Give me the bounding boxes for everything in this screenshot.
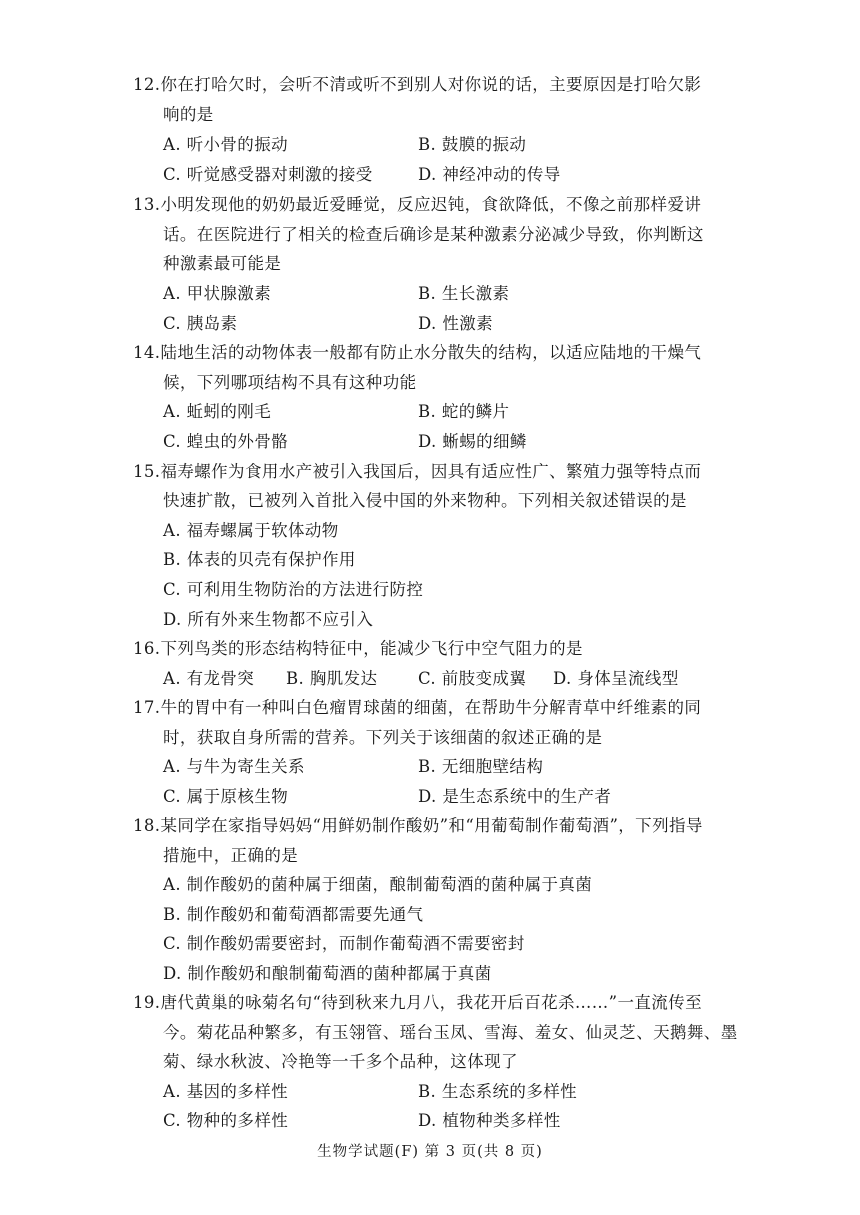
option-a: A. 福寿螺属于软体动物 bbox=[163, 521, 339, 540]
option-d: D. 植物种类多样性 bbox=[418, 1111, 561, 1130]
option-c: C. 物种的多样性 bbox=[163, 1111, 289, 1130]
option-c: C. 可利用生物防治的方法进行防控 bbox=[163, 580, 424, 599]
option-c: C. 前肢变成翼 bbox=[418, 669, 527, 688]
question-stem: 今。菊花品种繁多，有玉翎管、瑶台玉凤、雪海、羞女、仙灵芝、天鹅舞、墨 bbox=[163, 1023, 738, 1042]
option-a: A. 甲状腺激素 bbox=[163, 284, 272, 303]
option-b: B. 制作酸奶和葡萄酒都需要先通气 bbox=[163, 905, 424, 924]
option-d: D. 蜥蜴的细鳞 bbox=[418, 432, 527, 451]
question-stem: 16.下列鸟类的形态结构特征中，能减少飞行中空气阻力的是 bbox=[133, 639, 583, 658]
question-stem: 种激素最可能是 bbox=[163, 254, 282, 273]
option-b: B. 体表的贝壳有保护作用 bbox=[163, 550, 356, 569]
option-d: D. 神经冲动的传导 bbox=[418, 165, 561, 184]
question-stem: 17.牛的胃中有一种叫白色瘤胃球菌的细菌，在帮助牛分解青草中纤维素的同 bbox=[133, 698, 702, 717]
option-a: A. 蚯蚓的刚毛 bbox=[163, 402, 272, 421]
question-stem: 菊、绿水秋波、冷艳等一千多个品种，这体现了 bbox=[163, 1052, 518, 1071]
option-b: B. 蛇的鳞片 bbox=[418, 402, 510, 421]
option-b: B. 生长激素 bbox=[418, 284, 510, 303]
option-c: C. 听觉感受器对刺激的接受 bbox=[163, 165, 373, 184]
option-c: C. 制作酸奶需要密封，而制作葡萄酒不需要密封 bbox=[163, 934, 525, 953]
option-d: D. 身体呈流线型 bbox=[553, 669, 679, 688]
question-stem: 时，获取自身所需的营养。下列关于该细菌的叙述正确的是 bbox=[163, 728, 603, 747]
option-a: A. 制作酸奶的菌种属于细菌，酿制葡萄酒的菌种属于真菌 bbox=[163, 875, 593, 894]
question-stem: 话。在医院进行了相关的检查后确诊是某种激素分泌减少导致，你判断这 bbox=[163, 225, 704, 244]
option-d: D. 制作酸奶和酿制葡萄酒的菌种都属于真菌 bbox=[163, 964, 492, 983]
question-stem: 措施中，正确的是 bbox=[163, 846, 299, 865]
question-stem: 响的是 bbox=[163, 105, 214, 124]
question-stem: 14.陆地生活的动物体表一般都有防止水分散失的结构，以适应陆地的干燥气 bbox=[133, 343, 702, 362]
option-a: A. 有龙骨突 bbox=[163, 669, 255, 688]
option-c: C. 属于原核生物 bbox=[163, 787, 289, 806]
question-stem: 13.小明发现他的奶奶最近爱睡觉，反应迟钝，食欲降低，不像之前那样爱讲 bbox=[133, 195, 702, 214]
question-stem: 快速扩散，已被列入首批入侵中国的外来物种。下列相关叙述错误的是 bbox=[163, 491, 687, 510]
option-a: A. 与牛为寄生关系 bbox=[163, 757, 305, 776]
option-b: B. 无细胞壁结构 bbox=[418, 757, 544, 776]
question-stem: 15.福寿螺作为食用水产被引入我国后，因具有适应性广、繁殖力强等特点而 bbox=[133, 462, 702, 481]
question-stem: 12.你在打哈欠时，会听不清或听不到别人对你说的话，主要原因是打哈欠影 bbox=[133, 75, 702, 94]
option-b: B. 鼓膜的振动 bbox=[418, 135, 527, 154]
option-d: D. 性激素 bbox=[418, 314, 494, 333]
question-stem: 18.某同学在家指导妈妈“用鲜奶制作酸奶”和“用葡萄制作葡萄酒”，下列指导 bbox=[133, 816, 703, 835]
page-footer: 生物学试题(F) 第 3 页(共 8 页) bbox=[317, 1144, 543, 1160]
option-c: C. 胰岛素 bbox=[163, 314, 238, 333]
option-c: C. 蝗虫的外骨骼 bbox=[163, 432, 289, 451]
option-d: D. 是生态系统中的生产者 bbox=[418, 787, 612, 806]
question-stem: 19.唐代黄巢的咏菊名句“待到秋来九月八，我花开后百花杀……”一直流传至 bbox=[133, 993, 703, 1012]
option-a: A. 听小骨的振动 bbox=[163, 135, 289, 154]
question-stem: 候，下列哪项结构不具有这种功能 bbox=[163, 373, 417, 392]
option-b: B. 生态系统的多样性 bbox=[418, 1082, 578, 1101]
option-d: D. 所有外来生物都不应引入 bbox=[163, 610, 374, 629]
option-a: A. 基因的多样性 bbox=[163, 1082, 289, 1101]
option-b: B. 胸肌发达 bbox=[286, 669, 378, 688]
